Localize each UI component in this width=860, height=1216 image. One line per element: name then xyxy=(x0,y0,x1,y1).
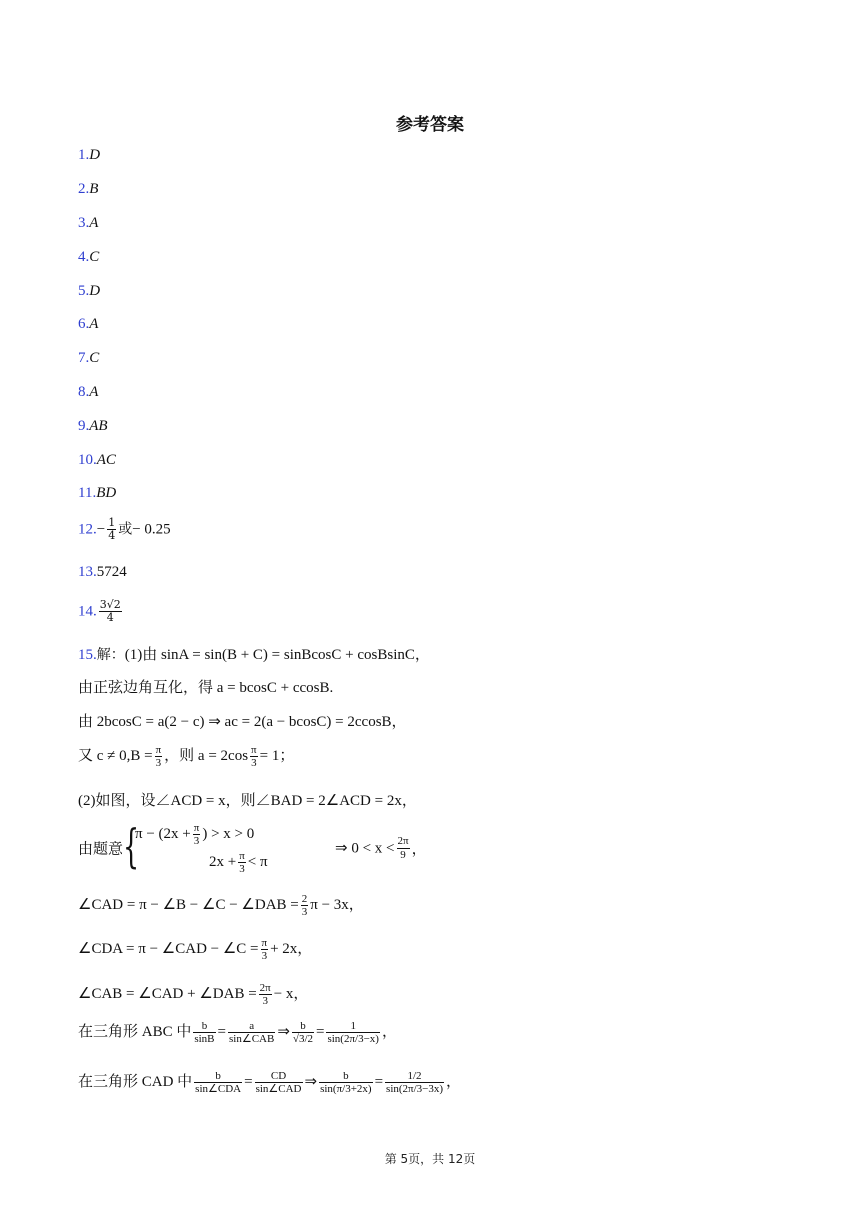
fraction xyxy=(194,1070,242,1095)
solution-text: ， xyxy=(411,841,427,858)
fraction-numerator: 2π xyxy=(259,982,271,994)
fraction-denominator: 3 xyxy=(262,995,268,1008)
fraction xyxy=(255,1070,303,1095)
equals: = xyxy=(316,1024,325,1041)
fraction-numerator: 1/2 xyxy=(385,1070,444,1083)
fraction-denominator: 3 xyxy=(193,835,200,848)
fraction-denominator: 3 xyxy=(155,757,162,770)
fraction-numerator: CD xyxy=(255,1070,303,1083)
solution-line-7 xyxy=(78,893,364,918)
answer-row xyxy=(78,249,99,266)
alt-answer: − 0.25 xyxy=(132,521,171,538)
solution-line-6 xyxy=(78,819,427,878)
solution-line-5: (2)如图，设∠ACD = x，则∠BAD = 2∠ACD = 2x， xyxy=(78,793,417,809)
solution-text: ∠CAB = ∠CAD + ∠DAB = xyxy=(78,986,257,1003)
answer-value: A xyxy=(89,316,99,332)
solution-text: ， xyxy=(446,1074,462,1091)
fraction-numerator: π xyxy=(155,744,162,756)
solution-text: ∠CDA = π − ∠CAD − ∠C = xyxy=(78,941,259,958)
solution-text: 在三角形 ABC 中 xyxy=(78,1024,192,1041)
answer-number: 2. xyxy=(78,181,90,197)
page-footer: 第 5页，共 12页 xyxy=(384,1152,476,1166)
fraction-numerator: b xyxy=(319,1070,372,1083)
fraction xyxy=(385,1070,444,1095)
fraction-denominator: sin∠CAD xyxy=(255,1083,302,1096)
solution-text: ，则 a = 2cos xyxy=(164,748,249,765)
fraction-denominator: 3 xyxy=(251,757,257,770)
fraction-denominator: 4 xyxy=(108,529,116,543)
answer-number: 14. xyxy=(78,603,97,620)
solution-text: = 1； xyxy=(259,748,295,765)
solution-line-3: 由 2bcosC = a(2 − c) ⇒ ac = 2(a − bcosC) = 2ccosB， xyxy=(78,714,407,730)
solution-line-9 xyxy=(78,982,308,1007)
fraction xyxy=(250,744,258,769)
solution-text: 2x + xyxy=(209,854,237,871)
answer-number: 4. xyxy=(78,249,90,265)
solution-intro: 解： xyxy=(96,647,125,663)
implies-arrow: ⇒ xyxy=(304,1074,318,1091)
implies-arrow: ⇒ xyxy=(277,1024,290,1041)
fraction-numerator: 2π xyxy=(397,835,409,848)
answer-number: 5. xyxy=(78,283,90,299)
fraction xyxy=(99,599,122,624)
answer-value: BD xyxy=(96,485,117,501)
solution-line-2: 由正弦边角互化，得 a = bcosC + ccosB. xyxy=(78,680,334,696)
answer-number: 15. xyxy=(78,647,97,663)
answer-row xyxy=(78,283,100,300)
solution-line-8 xyxy=(78,937,312,962)
solution-text: π − (2x + xyxy=(135,826,191,843)
answer-value: C xyxy=(89,249,100,265)
answer-value: 5724 xyxy=(96,564,127,580)
answer-number: 12. xyxy=(78,521,97,538)
system-line-2 xyxy=(209,850,268,875)
fraction-denominator: sin(2π/3−3x) xyxy=(386,1083,444,1096)
answer-number: 9. xyxy=(78,418,90,434)
fraction xyxy=(155,744,163,769)
fraction-denominator: 4 xyxy=(106,611,114,625)
answer-row-13 xyxy=(78,564,127,581)
fraction xyxy=(292,1020,314,1045)
answer-row xyxy=(78,384,98,401)
fraction xyxy=(238,850,246,875)
answer-value: A xyxy=(89,215,99,231)
answer-number: 6. xyxy=(78,316,90,332)
fraction-numerator: 3√2 xyxy=(99,598,121,611)
answer-number: 3. xyxy=(78,215,90,231)
solution-text: 由题意 xyxy=(78,841,124,858)
solution-text: < π xyxy=(247,854,268,871)
fraction-denominator: 3 xyxy=(261,950,268,963)
page-title: 参考答案 xyxy=(396,115,464,135)
answer-row xyxy=(78,418,108,435)
solution-text: 又 c ≠ 0,B = xyxy=(78,748,153,765)
equals: = xyxy=(217,1024,226,1041)
fraction-numerator: b xyxy=(193,1020,215,1033)
answer-row xyxy=(78,316,98,333)
or-text: 或 xyxy=(118,521,133,538)
answer-row xyxy=(78,485,116,502)
fraction xyxy=(193,1020,215,1045)
fraction xyxy=(397,835,410,860)
fraction-denominator: 3 xyxy=(239,863,245,876)
answer-row xyxy=(78,215,98,232)
answer-number: 1. xyxy=(78,147,90,163)
fraction-numerator: 2 xyxy=(301,893,308,905)
fraction xyxy=(326,1020,379,1045)
answer-value: AC xyxy=(96,452,116,468)
fraction xyxy=(193,822,201,847)
answer-row xyxy=(78,181,98,198)
fraction xyxy=(107,517,116,542)
solution-text: − x， xyxy=(273,986,309,1003)
fraction-numerator: b xyxy=(292,1020,314,1033)
solution-text: ， xyxy=(381,1024,397,1041)
solution-line-1 xyxy=(78,643,430,664)
answer-value: B xyxy=(89,181,99,197)
fraction xyxy=(261,937,269,962)
fraction-denominator: 3 xyxy=(301,906,308,919)
answer-row xyxy=(78,350,99,367)
fraction-denominator: 9 xyxy=(400,848,406,861)
solution-text: ⇒ 0 < x < xyxy=(335,840,395,857)
fraction-numerator: π xyxy=(251,744,257,756)
answer-value: D xyxy=(89,283,101,299)
answer-row-14 xyxy=(78,599,124,624)
solution-line-4 xyxy=(78,744,294,769)
solution-text: (1)由 sinA = sin(B + C) = sinBcosC + cosBsinC， xyxy=(124,647,430,663)
fraction-numerator: π xyxy=(239,850,245,862)
solution-text: ∠CAD = π − ∠B − ∠C − ∠DAB = xyxy=(78,897,299,914)
fraction-denominator: √3/2 xyxy=(292,1033,313,1046)
answer-row xyxy=(78,452,116,469)
left-brace-icon: { xyxy=(123,819,140,873)
fraction-denominator: sin∠CAB xyxy=(229,1033,275,1046)
fraction-denominator: sin(2π/3−x) xyxy=(327,1033,379,1046)
solution-text: 在三角形 CAD 中 xyxy=(78,1074,193,1091)
fraction-numerator: a xyxy=(228,1020,275,1033)
fraction-numerator: π xyxy=(261,937,268,949)
fraction-numerator: 1 xyxy=(326,1020,379,1033)
fraction xyxy=(301,893,309,918)
answer-value: D xyxy=(89,147,101,163)
answer-value: C xyxy=(89,350,100,366)
answer-number: 11. xyxy=(78,485,97,501)
answer-value: AB xyxy=(89,418,108,434)
solution-line-11 xyxy=(78,1070,461,1095)
answer-value: A xyxy=(89,384,99,400)
answer-row-12 xyxy=(78,517,171,542)
fraction-numerator: b xyxy=(194,1070,242,1083)
answer-number: 10. xyxy=(78,452,97,468)
fraction-numerator: 1 xyxy=(108,516,116,529)
fraction xyxy=(228,1020,275,1045)
minus-sign: − xyxy=(96,521,106,538)
solution-text: π − 3x， xyxy=(310,897,364,914)
fraction-denominator: sin(π/3+2x) xyxy=(320,1083,372,1096)
fraction-denominator: sinB xyxy=(194,1033,215,1046)
fraction-numerator: π xyxy=(193,822,200,834)
inequality-system xyxy=(123,819,335,876)
answer-number: 7. xyxy=(78,350,90,366)
answer-number: 8. xyxy=(78,384,90,400)
solution-text: ) > x > 0 xyxy=(202,826,255,843)
answer-number: 13. xyxy=(78,564,97,580)
solution-line-10 xyxy=(78,1020,397,1045)
equals: = xyxy=(244,1074,253,1091)
solution-text: + 2x， xyxy=(270,941,313,958)
equals: = xyxy=(374,1074,384,1091)
answer-row xyxy=(78,147,100,164)
fraction xyxy=(259,982,272,1007)
system-line-1 xyxy=(135,822,254,847)
fraction-denominator: sin∠CDA xyxy=(195,1083,242,1096)
fraction xyxy=(319,1070,372,1095)
